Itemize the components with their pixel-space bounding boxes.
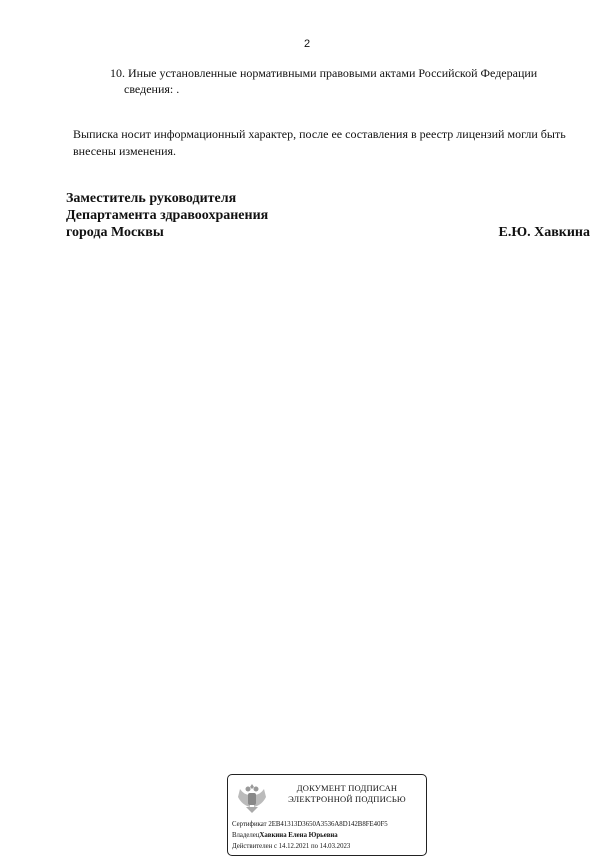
page-number: 2 xyxy=(303,38,311,50)
notice-line1: Выписка носит информационный характер, после ее составления в реестр лицензий могли быть xyxy=(73,127,566,141)
item-text-line2: сведения: . xyxy=(124,82,180,96)
item-text-line1: Иные установленные нормативными правовыми актами Российской Федерации xyxy=(128,66,538,80)
item-number: 10. xyxy=(110,66,125,80)
registry-notice xyxy=(73,126,593,159)
stamp-heading xyxy=(272,783,422,805)
certificate-value: 2EB41313D3650A3536A8D142B8FE40F5 xyxy=(268,821,388,828)
stamp-heading-line2: ЭЛЕКТРОННОЙ ПОДПИСЬЮ xyxy=(288,794,406,804)
signatory-block xyxy=(66,190,590,241)
stamp-heading-line1: ДОКУМЕНТ ПОДПИСАН xyxy=(296,783,398,793)
stamp-certificate xyxy=(232,819,427,830)
owner-value: Хавкина Елена Юрьевна xyxy=(259,832,338,839)
signatory-name: Е.Ю. Хавкина xyxy=(498,225,590,240)
certificate-label: Сертификат xyxy=(232,821,267,828)
list-item-10 xyxy=(110,65,570,97)
signatory-title-line3: города Москвы xyxy=(66,225,164,240)
notice-line2: внесены изменения. xyxy=(73,143,177,158)
stamp-validity: Действителен с 14.12.2021 по 14.03.2023 xyxy=(232,843,351,850)
electronic-signature-stamp xyxy=(227,774,427,856)
signatory-title-line2: Департамента здравоохранения xyxy=(66,208,269,223)
stamp-owner xyxy=(232,830,427,841)
signatory-title-line1: Заместитель руководителя xyxy=(66,191,237,206)
coat-of-arms-icon xyxy=(234,781,270,817)
owner-label: Владелец xyxy=(232,832,260,839)
stamp-details xyxy=(232,819,427,852)
signatory-last-line xyxy=(66,224,590,241)
